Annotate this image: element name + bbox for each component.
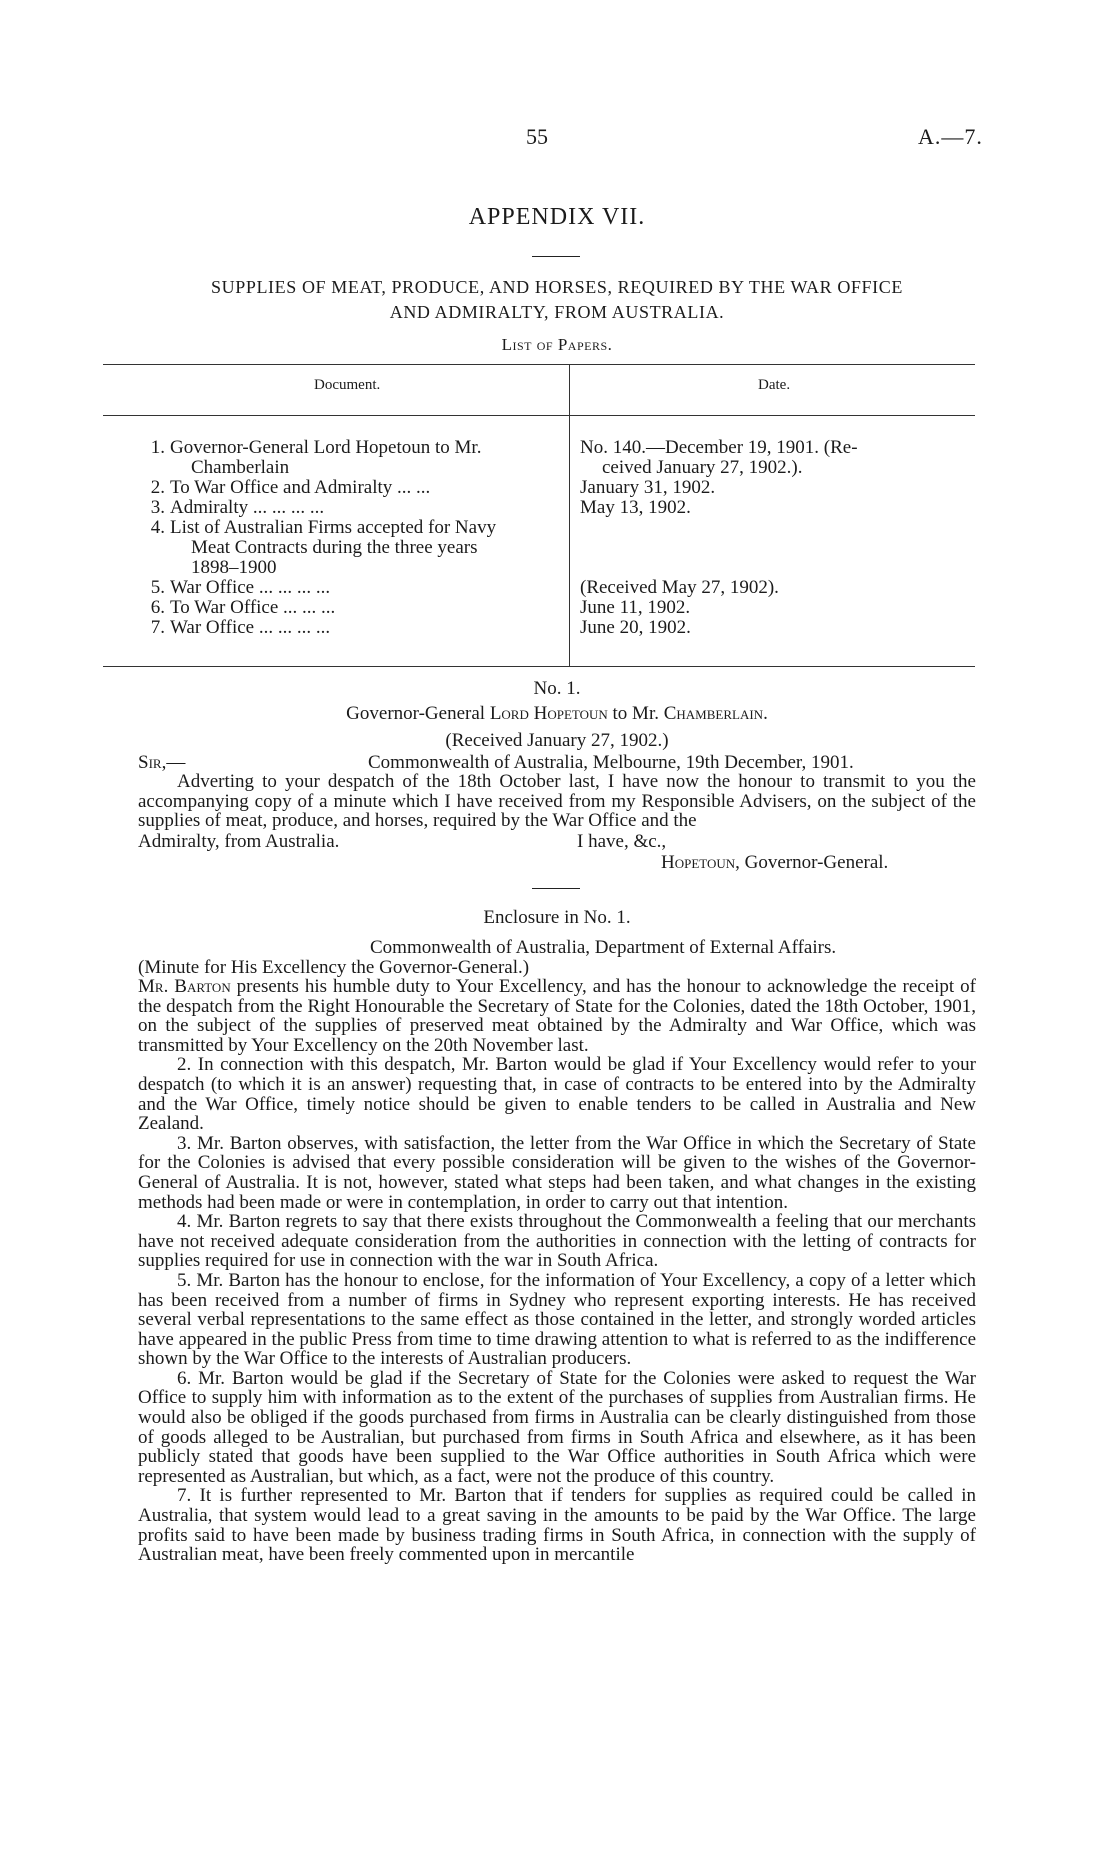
row-document: List of Australian Firms accepted for Navy bbox=[170, 517, 497, 538]
table-top-rule bbox=[103, 364, 975, 365]
received-date: (Received January 27, 1902.) bbox=[445, 730, 669, 751]
row-document-cont: 1898–1900 bbox=[191, 557, 277, 578]
letter-number: No. 1. bbox=[533, 678, 581, 699]
list-of-papers-title: List of Papers. bbox=[501, 335, 613, 354]
row-document: Admiralty ... ... ... ... bbox=[170, 497, 325, 518]
letter-heading bbox=[0, 703, 1114, 725]
column-header-date: Date. bbox=[758, 377, 791, 393]
row-date: June 20, 1902. bbox=[580, 617, 691, 638]
row-date: January 31, 1902. bbox=[580, 477, 716, 498]
paragraph-3: 3. Mr. Barton observes, with satisfaction, the letter from the War Office in which the Secretary of State for the Colonies is advised that every possible consideration will be given to the wishes of the Governor-General of Australia. It is not, however, stated what steps had been taken, and what changes in the existing methods had been made or were in contemplation, in order to carry out that intention. bbox=[138, 1132, 976, 1213]
row-document: To War Office and Admiralty ... ... bbox=[170, 477, 431, 498]
signature-title: , Governor-General. bbox=[735, 852, 889, 873]
row-date: No. 140.—December 19, 1901. (Re- bbox=[580, 437, 858, 458]
row-date: May 13, 1902. bbox=[580, 497, 691, 518]
enclosure-department: Commonwealth of Australia, Department of External Affairs. bbox=[370, 937, 837, 958]
heading-text: Governor-General bbox=[346, 703, 490, 724]
row-date-cont: ceived January 27, 1902.). bbox=[602, 457, 803, 478]
paragraph-6: 6. Mr. Barton would be glad if the Secretary of State for the Colonies were asked to request the War Office to supply him with information as to the extent of the purchases of supplies from Australian firms. He would also be obliged if the goods purchased from firms in Australia can be clearly distinguished from those of goods alleged to be Australian, but purchased from firms in South Africa and elsewhere, as it has been publicly stated that goods have been supplied to the War Office authorities in South Africa which were represented as Australian, but which, as a fact, were not the produce of this country. bbox=[138, 1367, 976, 1487]
row-number: 3. bbox=[150, 497, 165, 518]
letter-body bbox=[138, 772, 976, 831]
paragraph-5: 5. Mr. Barton has the honour to enclose, for the information of Your Excellency, a copy of a letter which has been received from a number of firms in Sydney who represent exporting interests. He has received several verbal representations to the same effect as those contained in the letter, and strongly worded articles have appeared in the public Press from time to time drawing attention to what is referred to as the indifference shown by the War Office to the interests of Australian producers. bbox=[138, 1269, 977, 1370]
enclosure-title: Enclosure in No. 1. bbox=[483, 907, 631, 928]
title-divider bbox=[532, 256, 580, 257]
row-document: War Office ... ... ... ... bbox=[170, 577, 331, 598]
paragraph-4: 4. Mr. Barton regrets to say that there exists throughout the Commonwealth a feeling that our merchants have not received adequate consideration from the authorities in connection with the letting of contracts for supplies required for use in connection with the war in South Africa. bbox=[138, 1211, 976, 1272]
row-document-cont: Chamberlain bbox=[191, 457, 290, 478]
row-number: 6. bbox=[150, 597, 165, 618]
row-number: 2. bbox=[150, 477, 165, 498]
letter-signature bbox=[661, 852, 888, 874]
enclosure-minute: (Minute for His Excellency the Governor-General.) bbox=[138, 957, 530, 978]
letter-closing: I have, &c., bbox=[577, 831, 667, 852]
signature-name: Hopetoun bbox=[661, 852, 736, 873]
paragraph-7: 7. It is further represented to Mr. Barton that if tenders for supplies as required could be called in Australia, that system would lead to a great saving in the amounts to be paid by the War Office. The large profits said to have been made by business trading firms in South Africa, in connection with the supply of Australian meat, have been freely commented upon in mercantile bbox=[138, 1485, 976, 1566]
main-title-line1: SUPPLIES OF MEAT, PRODUCE, AND HORSES, REQUIRED BY THE WAR OFFICE bbox=[211, 277, 903, 297]
column-header-document: Document. bbox=[314, 377, 381, 393]
paragraph-2: 2. In connection with this despatch, Mr. Barton would be glad if Your Excellency would refer to your despatch (to which it is an answer) requesting that, in case of contracts to be entered into by the Admiralty and the War Office, timely notice should be given to enable tenders to be called in Australia and New Zealand. bbox=[138, 1054, 976, 1135]
appendix-title: APPENDIX VII. bbox=[468, 204, 646, 230]
paragraph-lead: Mr. Barton bbox=[138, 976, 231, 997]
table-column-divider bbox=[569, 364, 570, 667]
letter-last-line: Admiralty, from Australia. bbox=[138, 831, 340, 852]
heading-sender: Lord Hopetoun bbox=[489, 703, 608, 724]
row-number: 4. bbox=[150, 517, 165, 538]
heading-text: . bbox=[763, 703, 768, 724]
letter-address: Commonwealth of Australia, Melbourne, 19th December, 1901. bbox=[368, 752, 854, 773]
enclosure-body bbox=[138, 977, 976, 1565]
row-document: War Office ... ... ... ... bbox=[170, 617, 331, 638]
page-number: 55 bbox=[526, 124, 548, 149]
letter-paragraph: Adverting to your despatch of the 18th October last, I have now the honour to transmit to you the accompanying copy of a minute which I have received from my Responsible Advisers, on the subject of the supplies of meat, produce, and horses, required by the War Office and the bbox=[138, 771, 976, 832]
row-number: 7. bbox=[150, 617, 165, 638]
row-number: 1. bbox=[150, 437, 165, 458]
table-header-rule bbox=[103, 415, 975, 416]
row-document: To War Office ... ... ... bbox=[170, 597, 336, 618]
row-date: June 11, 1902. bbox=[580, 597, 691, 618]
row-date: (Received May 27, 1902). bbox=[580, 577, 779, 598]
heading-recipient: Chamberlain bbox=[663, 703, 764, 724]
table-bottom-rule bbox=[103, 666, 975, 667]
paragraph-text: presents his humble duty to Your Excellency, and has the honour to acknowledge the receipt of the despatch from the Right Honourable the Secretary of State for the Colonies, dated the 18th October, 1901, on the subject of the supplies of preserved meat obtained by the Admiralty and War Office, which was transmitted by Your Excellency on the 20th November last. bbox=[138, 976, 976, 1056]
salutation: Sir,— bbox=[138, 752, 186, 773]
row-number: 5. bbox=[150, 577, 165, 598]
row-document-cont: Meat Contracts during the three years bbox=[191, 537, 478, 558]
section-divider bbox=[532, 888, 580, 889]
main-title-line2: AND ADMIRALTY, FROM AUSTRALIA. bbox=[389, 302, 725, 322]
paragraph-1 bbox=[138, 977, 976, 1055]
heading-text: to Mr. bbox=[607, 703, 664, 724]
row-document: Governor-General Lord Hopetoun to Mr. bbox=[170, 437, 482, 458]
series-number: A.—7. bbox=[918, 124, 983, 149]
